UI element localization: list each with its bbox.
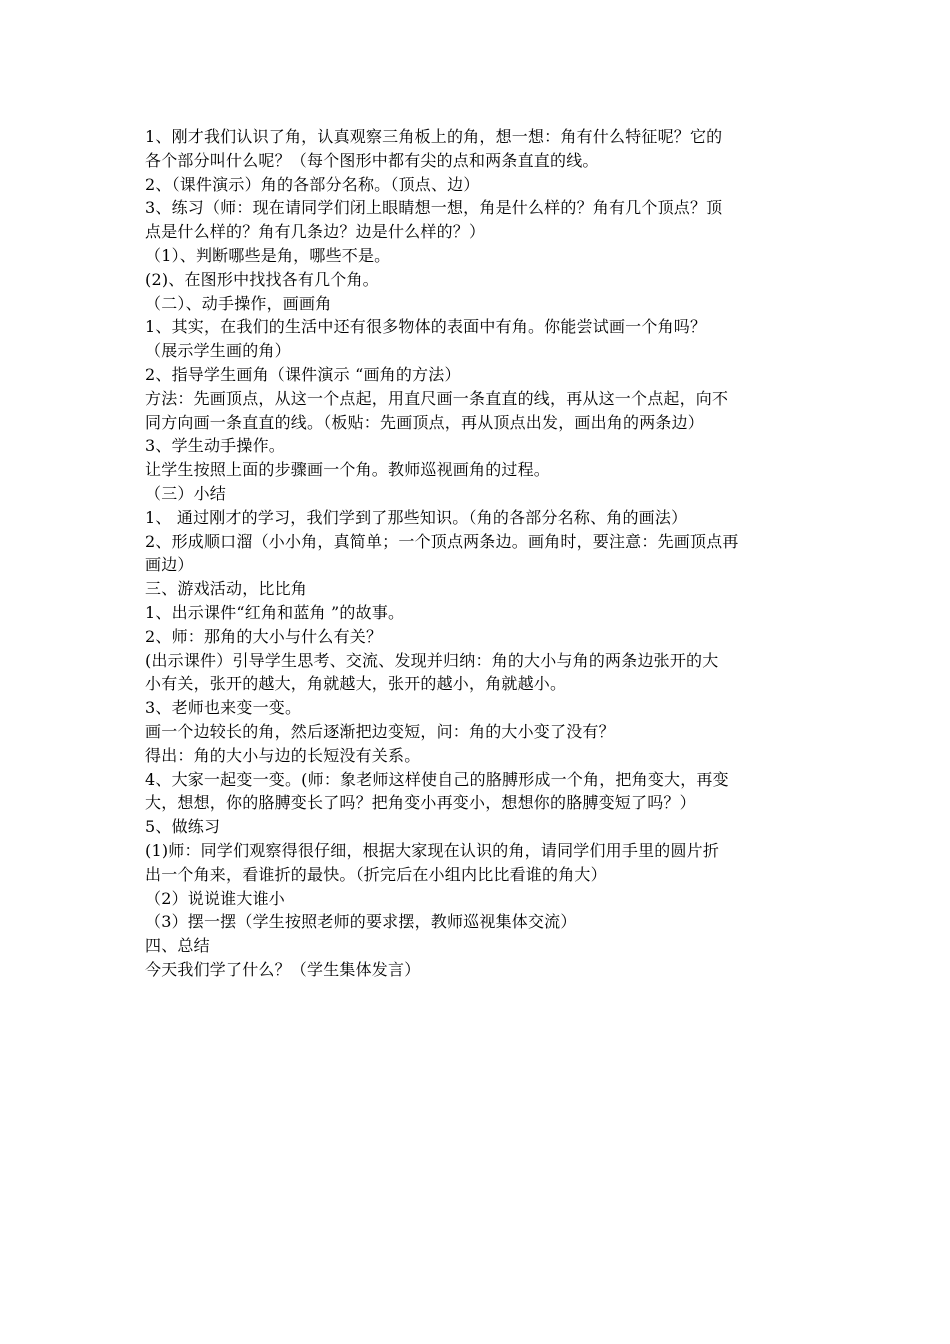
text-line: 得出：角的大小与边的长短没有关系。 — [145, 745, 421, 765]
text-line: 2、形成顺口溜（小小角，真简单；一个顶点两条边。画角时，要注意：先画顶点再 — [145, 531, 739, 551]
text-line: 让学生按照上面的步骤画一个角。教师巡视画角的过程。 — [145, 460, 551, 480]
text-line: 2、师：那角的大小与什么有关？ — [145, 626, 383, 646]
text-line: 3、练习（师：现在请同学们闭上眼睛想一想，角是什么样的？角有几个顶点？顶 — [145, 198, 723, 218]
text-line: 4、大家一起变一变。(师：象老师这样使自己的胳膊形成一个角，把角变大，再变 — [145, 769, 729, 789]
text-line: 3、老师也来变一变。 — [145, 698, 302, 718]
text-line: 1、其实，在我们的生活中还有很多物体的表面中有角。你能尝试画一个角吗？ — [145, 317, 707, 337]
text-line: 画一个边较长的角，然后逐渐把边变短，问：角的大小变了没有？ — [145, 721, 615, 741]
text-line: 各个部分叫什么呢？（每个图形中都有尖的点和两条直直的线。 — [145, 150, 599, 170]
text-line: （1）、判断哪些是角，哪些不是。 — [145, 245, 391, 265]
text-line: 出一个角来，看谁折的最快。（折完后在小组内比比看谁的角大） — [145, 864, 607, 884]
text-line: 同方向画一条直直的线。（板贴：先画顶点，再从顶点出发，画出角的两条边） — [145, 412, 705, 432]
text-line: 1、 通过刚才的学习，我们学到了那些知识。（角的各部分名称、角的画法） — [145, 507, 688, 527]
text-line: 小有关，张开的越大，角就越大，张开的越小，角就越小。 — [145, 674, 567, 694]
text-line: (2)、在图形中找找各有几个角。 — [145, 269, 379, 289]
text-line: 1、刚才我们认识了角，认真观察三角板上的角，想一想：角有什么特征呢？它的 — [145, 127, 723, 146]
text-line: 点是什么样的？角有几条边？边是什么样的？） — [145, 222, 486, 242]
text-line: 方法：先画顶点，从这一个点起，用直尺画一条直直的线，再从这一个点起，向不 — [145, 388, 729, 408]
text-line: (1)师：同学们观察得很仔细，根据大家现在认识的角，请同学们用手里的圆片折 — [145, 840, 720, 860]
section-heading: （三）小结 — [145, 483, 227, 503]
section-heading: 三、游戏活动，比比角 — [145, 579, 308, 599]
text-line: 大，想想，你的胳膊变长了吗？把角变小再变小，想想你的胳膊变短了吗？） — [145, 793, 696, 813]
text-line: (出示课件）引导学生思考、交流、发现并归纳：角的大小与角的两条边张开的大 — [145, 650, 719, 670]
text-line: 1、出示课件“红角和蓝角 ”的故事。 — [145, 602, 405, 622]
text-line: 5、做练习 — [145, 817, 221, 837]
text-line: 2、指导学生画角（课件演示 “画角的方法） — [145, 364, 461, 384]
document-body — [145, 125, 815, 982]
text-line: 画边） — [145, 555, 194, 575]
text-line: （3）摆一摆（学生按照老师的要求摆，教师巡视集体交流） — [145, 912, 577, 932]
text-line: （2）说说谁大谁小 — [145, 888, 285, 908]
section-heading: （二）、动手操作，画画角 — [145, 293, 332, 313]
text-line: 2、（课件演示）角的各部分名称。（顶点、边） — [145, 174, 480, 194]
section-heading: 四、总结 — [145, 936, 210, 956]
text-line: 3、学生动手操作。 — [145, 436, 285, 456]
text-line: （展示学生画的角） — [145, 341, 291, 361]
text-line: 今天我们学了什么？（学生集体发言） — [145, 959, 421, 979]
